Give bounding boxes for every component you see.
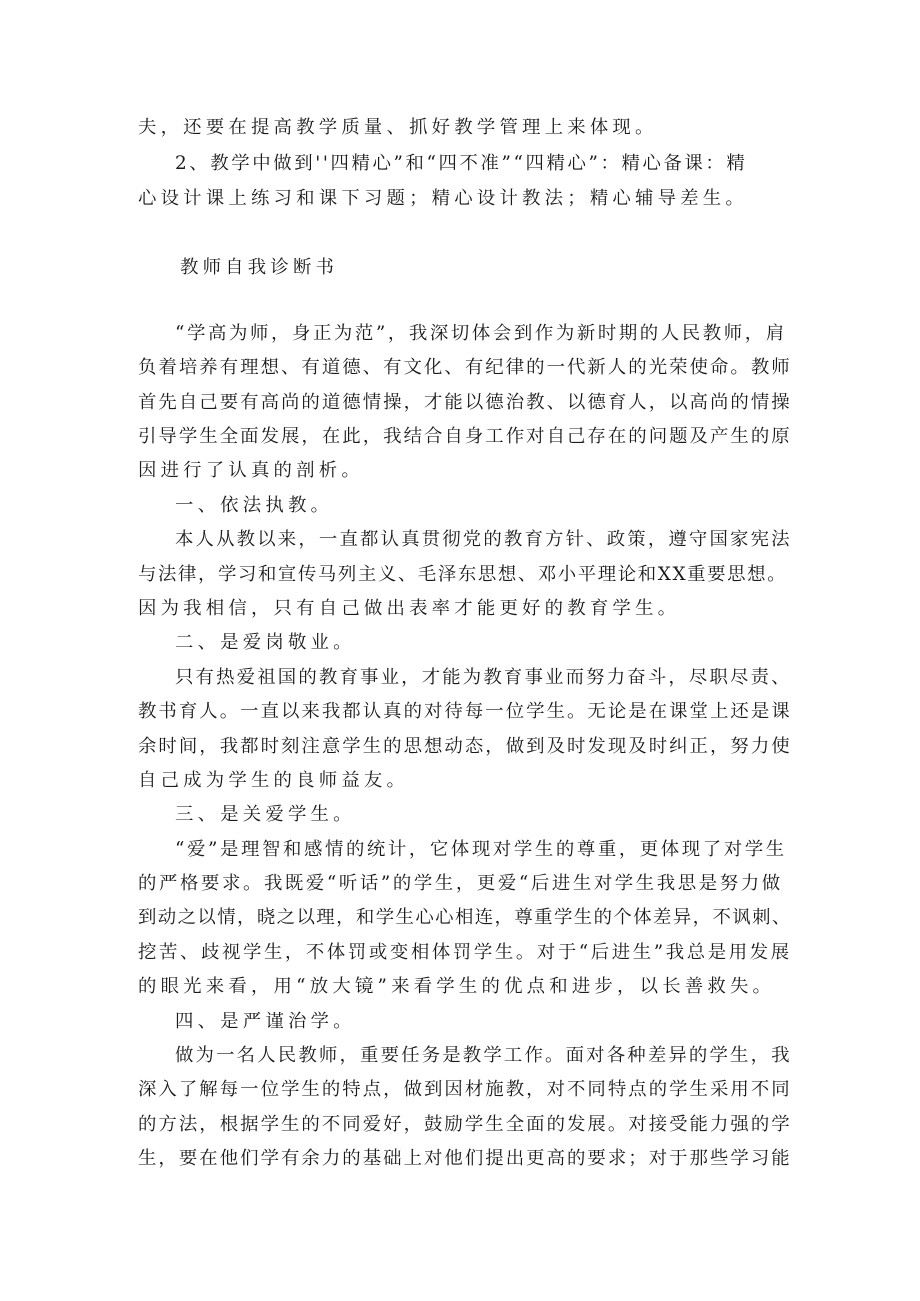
text-line: 深入了解每一位学生的特点，做到因材施教，对不同特点的学生采用不同	[138, 1079, 792, 1100]
text-line: 的方法，根据学生的不同爱好，鼓励学生全面的发展。对接受能力强的学	[138, 1114, 792, 1135]
text-line: 负着培养有理想、有道德、有文化、有纪律的一代新人的光荣使命。教师	[138, 357, 792, 378]
section-heading: 三、是关爱学生。	[175, 804, 356, 825]
text-line: 心设计课上练习和课下习题；精心设计教法；精心辅导差生。	[138, 188, 748, 209]
text-line: 因为我相信，只有自己做出表率才能更好的教育学生。	[138, 598, 681, 619]
text-line: 只有热爱祖国的教育事业，才能为教育事业而努力奋斗，尽职尽责、	[175, 667, 792, 688]
text-line: 首先自己要有高尚的道德情操，才能以德治教、以德育人，以高尚的情操	[138, 392, 792, 413]
text-line: 的眼光来看，用“放大镜”来看学生的优点和进步，以长善救失。	[138, 976, 776, 997]
text-line: 自己成为学生的良师益友。	[138, 770, 410, 791]
text-line: 的严格要求。我既爱“听话”的学生，更爱“后进生对学生我思是努力做	[138, 873, 783, 894]
text-line: 夫，还要在提高教学质量、抓好教学管理上来体现。	[138, 117, 658, 138]
text-line: 与法律，学习和宣传马列主义、毛泽东思想、邓小平理论和XX重要思想。	[138, 564, 788, 585]
text-line: 2、教学中做到''四精心”和“四不准”“四精心”：精心备课：精	[175, 153, 748, 174]
text-line: 本人从教以来，一直都认真贯彻党的教育方针、政策，遵守国家宪法	[175, 529, 792, 550]
text-line: 到动之以情，晓之以理，和学生心心相连，尊重学生的个体差异，不讽刺、	[138, 907, 792, 928]
text-line: 生，要在他们学有余力的基础上对他们提出更高的要求；对于那些学习能	[138, 1148, 792, 1169]
text-line: 做为一名人民教师，重要任务是教学工作。面对各种差异的学生，我	[175, 1045, 792, 1066]
text-line: 因进行了认真的剖析。	[138, 460, 364, 481]
section-heading: 一、依法执教。	[175, 495, 334, 516]
text-line: 挖苦、歧视学生，不体罚或变相体罚学生。对于“后进生”我总是用发展	[138, 942, 792, 963]
text-line: 余时间，我都时刻注意学生的思想动态，做到及时发现及时纠正，努力使	[138, 736, 792, 757]
text-line: 引导学生全面发展，在此，我结合自身工作对自己存在的问题及产生的原	[138, 426, 792, 447]
text-line: “爱”是理智和感情的统计，它体现对学生的尊重，更体现了对学生	[175, 839, 787, 860]
text-line: 教书育人。一直以来我都认真的对待每一位学生。无论是在课堂上还是课	[138, 701, 792, 722]
section-title: 教师自我诊断书	[180, 257, 339, 278]
text-line: “学高为师，身正为范”，我深切体会到作为新时期的人民教师，肩	[175, 323, 787, 344]
section-heading: 二、是爱岗敬业。	[175, 632, 356, 653]
section-heading: 四、是严谨治学。	[175, 1011, 356, 1032]
